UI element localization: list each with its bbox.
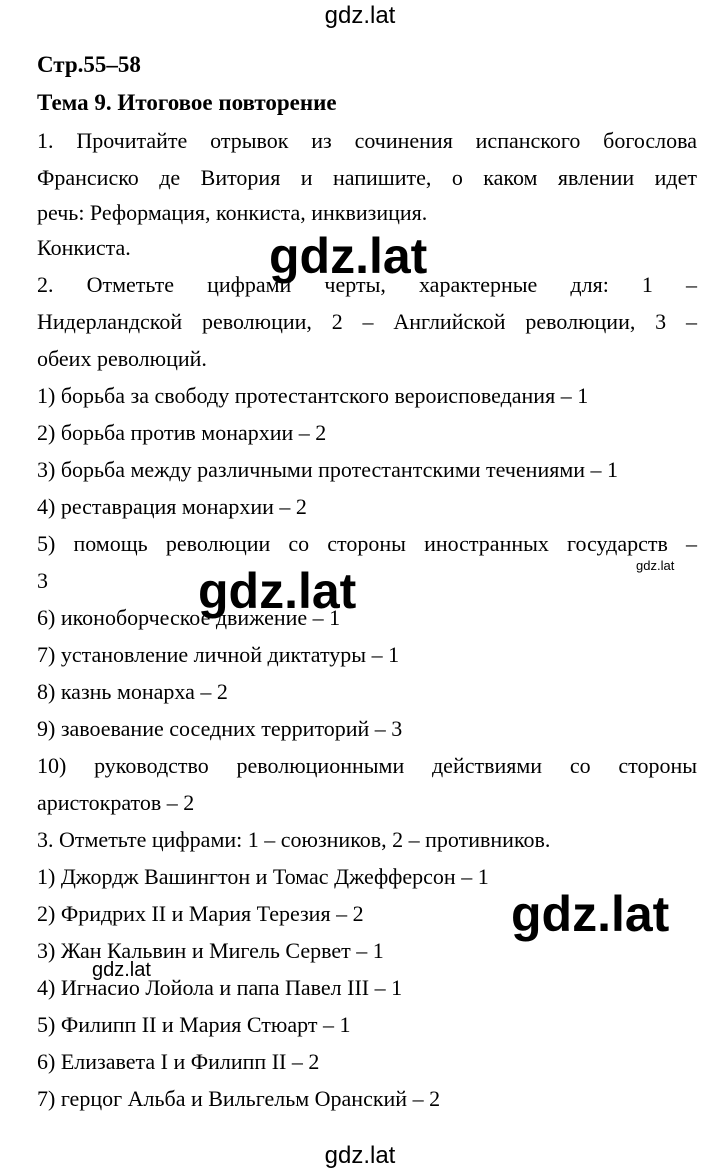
topic-title: Тема 9. Итоговое повторение [37,90,337,115]
task2-item: 3) борьба между различными протестантскими течениями – 1 [37,457,619,482]
watermark-bottom: gdz.lat [324,1142,396,1169]
watermark-large: gdz.lat [198,563,357,619]
task2-item: аристократов – 2 [37,790,195,815]
watermark-small: gdz.lat [636,558,675,573]
task2-item: 7) установление личной диктатуры – 1 [37,642,400,667]
task1-line: Франсиско де Витория и напишите, о каком явлении идет [37,165,697,190]
task3-item: 7) герцог Альба и Вильгельм Оранский – 2 [37,1086,441,1111]
page-reference: Стр.55–58 [37,52,141,77]
task3-item: 2) Фридрих II и Мария Терезия – 2 [37,901,364,926]
task2-item: 1) борьба за свободу протестантского вероисповедания – 1 [37,383,589,408]
task2-line: обеих революций. [37,346,207,371]
task3-item: 5) Филипп II и Мария Стюарт – 1 [37,1012,351,1037]
task3-item: 1) Джордж Вашингтон и Томас Джефферсон – 1 [37,864,489,889]
task2-line: Нидерландской революции, 2 – Английской революции, 3 – [37,309,697,334]
task2-item: 8) казнь монарха – 2 [37,679,228,704]
task2-item: 4) реставрация монархии – 2 [37,494,307,519]
task2-item: 6) иконоборческое движение – 1 [37,605,341,630]
task2-item: 10) руководство революционными действиями со стороны [37,753,697,778]
watermark-medium: gdz.lat [92,959,151,981]
task2-item: 3 [37,568,48,593]
task3-item: 4) Игнасио Лойола и папа Павел III – 1 [37,975,403,1000]
task1-answer: Конкиста. [37,235,131,260]
task3-line: 3. Отметьте цифрами: 1 – союзников, 2 – противников. [37,827,551,852]
task1-line: 1. Прочитайте отрывок из сочинения испанского богослова [37,128,697,153]
watermark-large: gdz.lat [269,228,428,284]
task3-item: 3) Жан Кальвин и Мигель Сервет – 1 [37,938,384,963]
watermark-top: gdz.lat [324,2,396,29]
task2-item: 2) борьба против монархии – 2 [37,420,327,445]
watermark-large: gdz.lat [511,886,670,942]
task2-line: 2. Отметьте цифрами черты, характерные для: 1 – [37,272,697,297]
task3-item: 6) Елизавета I и Филипп II – 2 [37,1049,320,1074]
document-content [37,46,697,1117]
task2-item: 5) помощь революции со стороны иностранных государств – [37,531,697,556]
task1-line: речь: Реформация, конкиста, инквизиция. [37,200,428,225]
task2-item: 9) завоевание соседних территорий – 3 [37,716,403,741]
